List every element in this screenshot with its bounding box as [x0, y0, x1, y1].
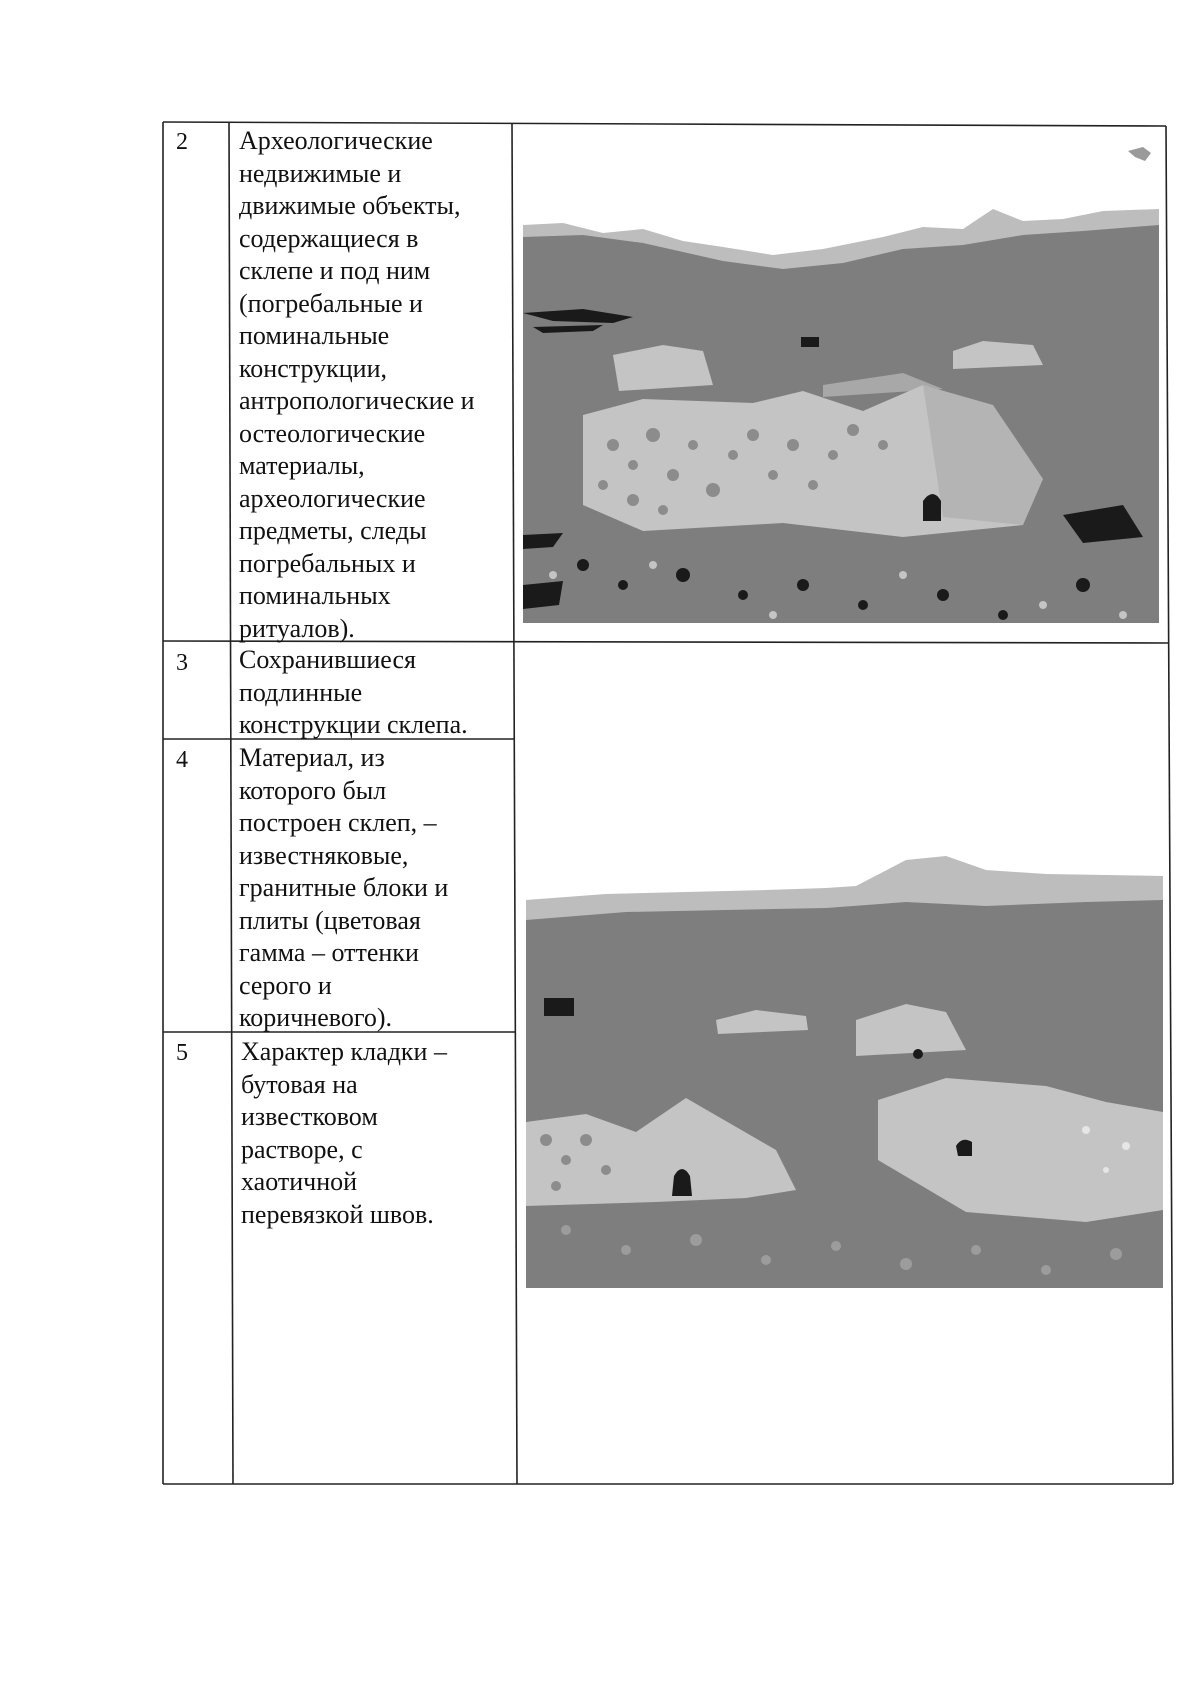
- text-line: археологические: [239, 483, 426, 513]
- text-line: растворе, с: [241, 1134, 363, 1164]
- text-line: хаотичной: [241, 1167, 358, 1196]
- row-description: [241, 1036, 447, 1231]
- text-line: ритуалов).: [239, 613, 355, 643]
- text-line: конструкции,: [239, 353, 387, 383]
- row-description: [239, 742, 448, 1035]
- text-line: антропологические и: [239, 386, 475, 415]
- text-line: конструкции склепа.: [239, 710, 468, 739]
- text-line: Материал, из: [239, 743, 385, 772]
- crypt-photo-icon: [526, 850, 1163, 1288]
- text-line: перевязкой швов.: [241, 1199, 434, 1229]
- text-line: погребальных и: [239, 548, 416, 578]
- row-number: 3: [176, 650, 188, 676]
- crypt-photo-icon: [523, 145, 1159, 623]
- row-number: 5: [176, 1040, 188, 1066]
- text-line: бутовая на: [241, 1069, 358, 1099]
- text-line: остеологические: [239, 418, 426, 448]
- text-line: известковом: [241, 1102, 378, 1131]
- text-line: Археологические: [239, 126, 433, 155]
- text-line: недвижимые и: [239, 158, 402, 188]
- text-line: плиты (цветовая: [239, 905, 421, 935]
- text-line: материалы,: [239, 451, 365, 480]
- text-line: которого был: [239, 775, 387, 805]
- text-line: гранитные блоки и: [239, 873, 449, 902]
- text-line: предметы, следы: [239, 516, 427, 545]
- row-number: 2: [176, 129, 188, 155]
- row-number: 4: [176, 747, 188, 773]
- text-line: (погребальные и: [239, 288, 423, 318]
- text-line: построен склеп, –: [239, 808, 437, 837]
- text-line: серого и: [239, 970, 332, 1000]
- text-line: известняковые,: [239, 840, 409, 870]
- text-line: поминальные: [239, 321, 390, 350]
- row-description: [239, 125, 475, 645]
- text-line: движимые объекты,: [239, 191, 461, 220]
- text-line: Характер кладки –: [241, 1037, 447, 1066]
- text-line: гамма – оттенки: [239, 938, 419, 967]
- text-line: содержащиеся в: [239, 223, 419, 253]
- text-line: поминальных: [239, 581, 391, 610]
- text-line: склепе и под ним: [239, 256, 431, 285]
- row-description: [239, 644, 468, 742]
- text-line: подлинные: [239, 677, 363, 707]
- text-line: коричневого).: [239, 1003, 393, 1032]
- text-line: Сохранившиеся: [239, 645, 416, 674]
